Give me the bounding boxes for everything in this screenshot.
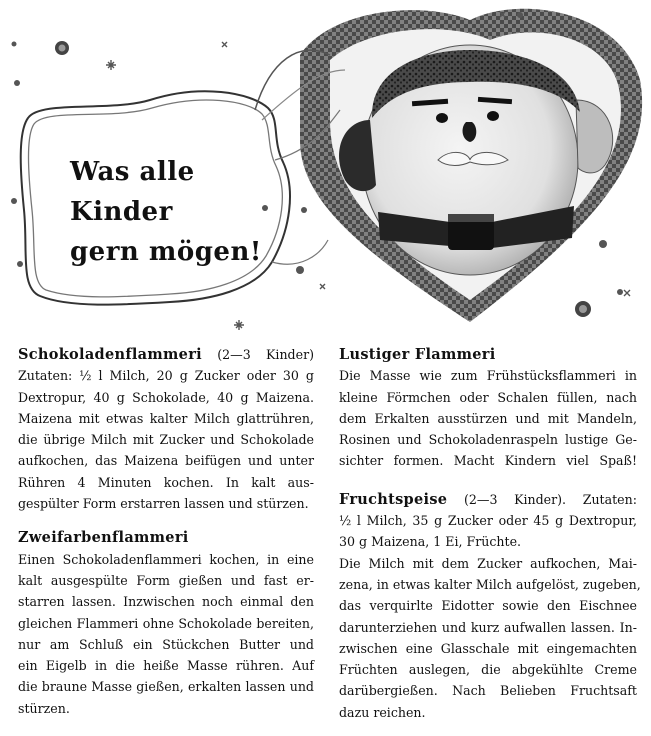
recipe-line: sichter formen. Macht Kindern viel Spaß! <box>339 453 637 469</box>
recipe-line: dem Erkalten ausstürzen und mit Mandeln, <box>339 410 637 426</box>
recipe-fruchtspeise <box>339 489 641 723</box>
frame-title-line: Was alle <box>70 157 195 187</box>
recipe-line: Die Milch mit dem Zucker aufkochen, Mai- <box>339 555 637 571</box>
frame-title-line: gern mögen! <box>70 237 262 267</box>
recipe-line: das verquirlte Eidotter sowie den Eischnee <box>339 598 637 614</box>
recipe-line: Dextropur, 40 g Schokolade, 40 g Maizena. <box>18 389 314 405</box>
recipe-line: darübergießen. Nach Belieben Fruchtsaft <box>339 683 637 699</box>
recipe-heading: Fruchtspeise <box>339 490 448 508</box>
recipe-heading: Zweifarbenflammeri <box>18 529 189 547</box>
recipe-line: dazu reichen. <box>339 704 426 720</box>
recipe-line: 30 g Maizena, 1 Ei, Früchte. <box>339 534 522 550</box>
recipe-zweifarbenflammeri <box>18 527 314 719</box>
frame-title <box>70 152 280 272</box>
frame-title-line: Kinder <box>70 197 173 227</box>
recipe-line: Die Masse wie zum Frühstücksflammeri in <box>339 368 637 384</box>
recipe-line: stürzen. <box>18 700 70 716</box>
recipe-line: nur am Schluß ein Stückchen Butter und <box>18 636 314 652</box>
recipe-line: gespülter Form erstarren lassen und stürzen. <box>18 496 309 512</box>
recipe-heading: Schokoladenflammeri <box>18 346 202 363</box>
recipe-line: Maizena mit etwas kalter Milch glattrühren, <box>18 410 314 426</box>
recipe-serves: (2—3 Kinder). <box>463 491 567 507</box>
recipe-line: Rosinen und Schokoladenraspeln lustige Ge- <box>339 432 637 448</box>
recipe-line: die braune Masse gießen, erkalten lassen und <box>18 679 314 695</box>
recipe-lustiger-flammeri <box>339 344 637 472</box>
recipe-line: ½ l Milch, 35 g Zucker oder 45 g Dextropur, <box>339 513 637 529</box>
recipe-line: aufkochen, das Maizena beifügen und unter <box>18 453 314 469</box>
recipe-ingredients-label: Zutaten: <box>582 491 637 507</box>
recipe-line: Früchten auslegen, die abgekühlte Creme <box>339 662 637 678</box>
recipe-line: gleichen Flammeri ohne Schokolade bereiten, <box>18 615 314 631</box>
recipe-line: kalt ausgespülte Form gießen und fast er- <box>18 572 314 588</box>
recipe-line: starren lassen. Inzwischen noch einmal den <box>18 594 314 610</box>
right-column <box>339 344 641 736</box>
recipe-line: zena, in etwas kalter Milch aufgelöst, zugeben, <box>339 576 641 592</box>
recipe-line: Rühren 4 Minuten kochen. In kalt aus- <box>18 474 314 490</box>
recipe-line: die übrige Milch mit Zucker und Schokolade <box>18 432 314 448</box>
header-illustration <box>0 0 651 340</box>
recipe-serves: (2—3 Kinder) <box>217 347 314 362</box>
recipe-line: Zutaten: ½ l Milch, 20 g Zucker oder 30 g <box>18 368 314 384</box>
recipe-line: kleine Förmchen oder Schalen füllen, nach <box>339 389 637 405</box>
recipe-line: zwischen eine Glasschale mit eingemachten <box>339 640 637 656</box>
recipe-line: darunterziehen und kurz aufwallen lassen. In- <box>339 619 637 635</box>
recipe-schokoladenflammeri <box>18 344 314 514</box>
recipe-heading: Lustiger Flammeri <box>339 346 496 363</box>
left-column <box>18 344 314 732</box>
recipe-line: Einen Schokoladenflammeri kochen, in eine <box>18 551 314 567</box>
recipe-line: ein Eigelb in die heiße Masse rühren. Auf <box>18 658 314 674</box>
